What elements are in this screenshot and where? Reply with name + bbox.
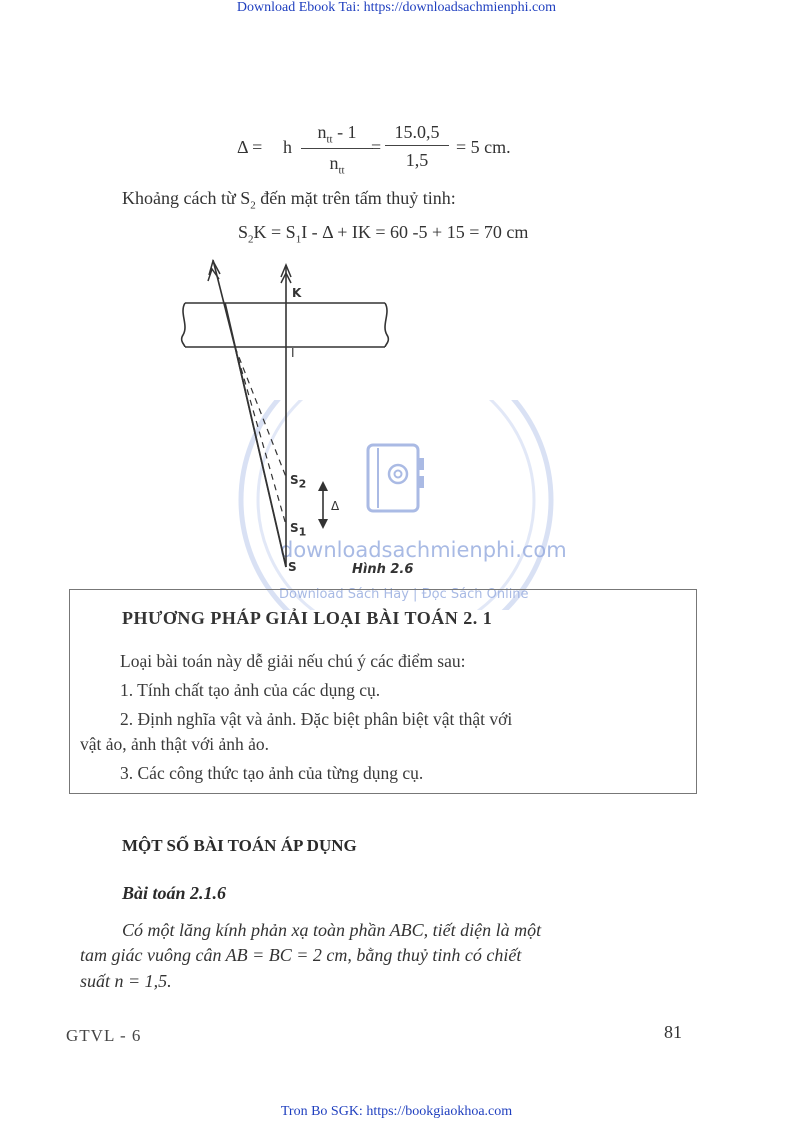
- frac1-num: n: [317, 122, 327, 142]
- label-i: I: [291, 346, 295, 360]
- formula2-p1: S: [238, 222, 249, 242]
- frac1-den-sub: tt: [338, 164, 345, 177]
- label-s2-main: S: [290, 473, 299, 487]
- problem-line-1: Có một lăng kính phản xạ toàn phần ABC, tiết diện là một: [122, 920, 542, 940]
- header-download-link[interactable]: Download Ebook Tai: https://downloadsachmienphi.com: [236, 0, 557, 15]
- label-s1-sub: 1: [298, 525, 307, 539]
- fraction-refractive: [301, 122, 373, 176]
- problem-line-3: suất n = 1,5.: [80, 971, 172, 991]
- arrow-oblique-icon: [208, 261, 220, 281]
- frac1-num-sub: tt: [326, 133, 333, 146]
- problem-title: Bài toán 2.1.6: [122, 883, 227, 903]
- frac2-den: 1,5: [405, 150, 429, 170]
- method-item-3: 3. Các công thức tạo ảnh của từng dụng cụ.: [120, 763, 424, 783]
- label-s2-sub: 2: [298, 477, 307, 491]
- glass-slab: [182, 303, 389, 347]
- distance-sub: 2: [250, 199, 256, 212]
- formula2-p2: K = S: [253, 222, 296, 242]
- formula2-s1: 2: [248, 233, 254, 246]
- frac2-num: 15.0,5: [385, 122, 449, 146]
- label-s2: [290, 473, 306, 490]
- method-intro: Loại bài toán này dễ giải nếu chú ý các điểm sau:: [120, 651, 466, 671]
- label-s: S: [288, 560, 297, 574]
- label-s1: [290, 521, 306, 538]
- watermark-tagline: Download Sách Hay | Đọc Sách Online: [279, 587, 529, 602]
- fraction-numeric: [385, 122, 449, 171]
- method-item-1: 1. Tính chất tạo ảnh của các dụng cụ.: [120, 680, 381, 700]
- delta-result: = 5 cm.: [456, 137, 511, 157]
- book-code: GTVL - 6: [66, 1026, 142, 1045]
- label-delta: Δ: [331, 499, 340, 513]
- label-s1-main: S: [290, 521, 299, 535]
- figure-caption: Hình 2.6: [352, 562, 414, 577]
- section-title: MỘT SỐ BÀI TOÁN ÁP DỤNG: [122, 836, 357, 855]
- delta-lhs: Δ =: [237, 137, 263, 157]
- frac1-den: n: [329, 152, 339, 173]
- method-item-2-line1: 2. Định nghĩa vật và ảnh. Đặc biệt phân biệt vật thật với: [120, 709, 513, 729]
- label-k: K: [292, 286, 302, 300]
- distance-statement: [122, 188, 456, 212]
- problem-line-2: tam giác vuông cân AB = BC = 2 cm, bằng thuỷ tinh có chiết: [80, 945, 522, 965]
- equals-sign: =: [371, 137, 382, 157]
- delta-h: h: [283, 137, 292, 157]
- method-item-2-line2: vật ảo, ảnh thật với ảnh ảo.: [80, 734, 270, 754]
- formula-s2k: [238, 222, 528, 246]
- distance-text: Khoảng cách từ S: [122, 188, 251, 208]
- page-number: 81: [664, 1022, 682, 1042]
- footer-sgk-link[interactable]: Tron Bo SGK: https://bookgiaokhoa.com: [280, 1104, 513, 1119]
- ray-to-s: [235, 347, 286, 567]
- distance-rest: đến mặt trên tấm thuỷ tinh:: [255, 188, 456, 208]
- watermark-site: downloadsachmienphi.com: [280, 538, 567, 562]
- formula2-p3: I - Δ + IK = 60 -5 + 15 = 70 cm: [301, 222, 529, 242]
- formula2-s2: 1: [295, 233, 302, 246]
- method-box-title: PHƯƠNG PHÁP GIẢI LOẠI BÀI TOÁN 2. 1: [122, 608, 493, 628]
- frac1-num-rest: - 1: [332, 122, 357, 142]
- dashed-ray-s1: [235, 347, 286, 525]
